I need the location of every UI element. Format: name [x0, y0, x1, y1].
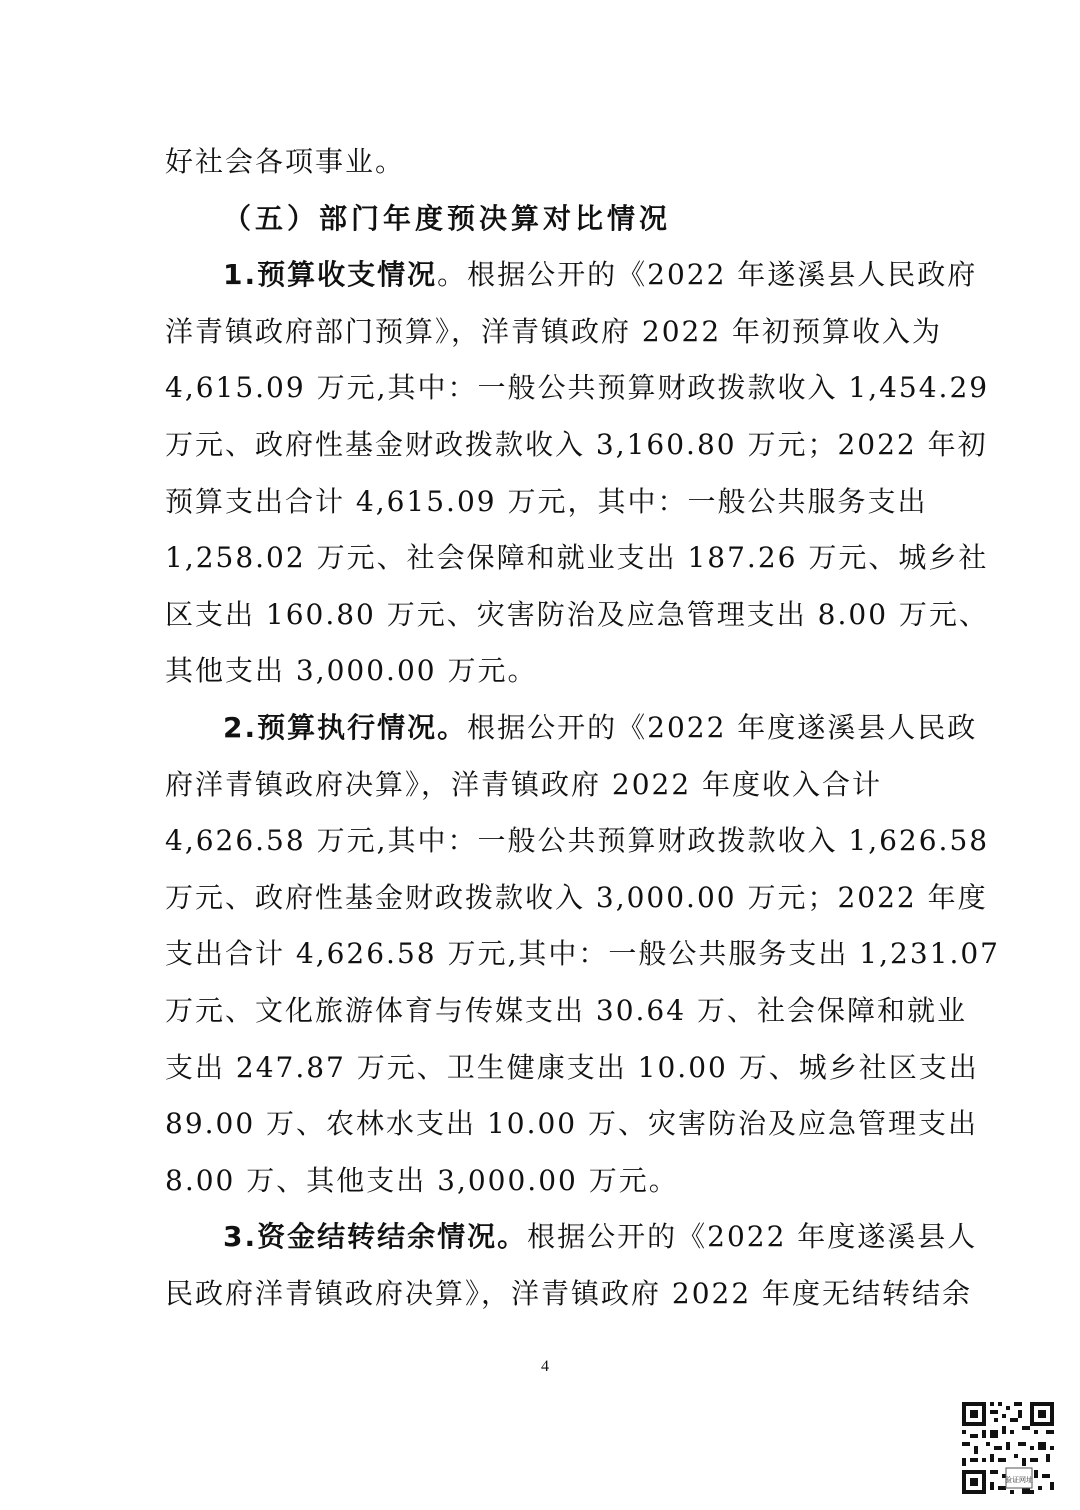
- page-number: 4: [541, 1358, 549, 1375]
- qr-code-icon[interactable]: [960, 1400, 1056, 1496]
- text-line: 支出 247.87 万元、卫生健康支出 10.00 万、城乡社区支出: [165, 1050, 979, 1084]
- text-line: 万元、政府性基金财政拨款收入 3,160.80 万元；2022 年初: [165, 427, 988, 461]
- paragraph-1-line: [165, 253, 978, 310]
- text-line: 其他支出 3,000.00 万元。: [165, 654, 538, 688]
- text-line: 府洋青镇政府决算》，洋青镇政府 2022 年度收入合计: [165, 767, 883, 801]
- text-line: 8.00 万、其他支出 3,000.00 万元。: [165, 1163, 679, 1197]
- text-line: 万元、文化旅游体育与传媒支出 30.64 万、社会保障和就业: [165, 993, 967, 1027]
- paragraph-1-title: 1.预算收支情况: [223, 258, 438, 292]
- text-line: 支出合计 4,626.58 万元,其中：一般公共服务支出 1,231.07: [165, 937, 1000, 971]
- section-heading: （五）部门年度预决算对比情况: [223, 201, 672, 235]
- paragraph-3-line: [165, 1215, 978, 1272]
- paragraph-1-text: 。根据公开的《2022 年遂溪县人民政府: [437, 258, 978, 292]
- paragraph-2-text: 根据公开的《2022 年度遂溪县人民政: [467, 710, 978, 744]
- text-line: 洋青镇政府部门预算》，洋青镇政府 2022 年初预算收入为: [165, 314, 943, 348]
- document-body: [165, 140, 1000, 1328]
- paragraph-3-text: 根据公开的《2022 年度遂溪县人: [527, 1220, 978, 1254]
- text-line: 万元、政府性基金财政拨款收入 3,000.00 万元；2022 年度: [165, 880, 988, 914]
- text-line: 预算支出合计 4,615.09 万元，其中：一般公共服务支出: [165, 484, 928, 518]
- text-line: 1,258.02 万元、社会保障和就业支出 187.26 万元、城乡社: [165, 541, 989, 575]
- paragraph-2-line: [165, 706, 978, 763]
- text-line: 区支出 160.80 万元、灾害防治及应急管理支出 8.00 万元、: [165, 597, 989, 631]
- text-line: 民政府洋青镇政府决算》，洋青镇政府 2022 年度无结转结余: [165, 1276, 973, 1310]
- text-line: 89.00 万、农林水支出 10.00 万、灾害防治及应急管理支出: [165, 1107, 979, 1141]
- text-line: 好社会各项事业。: [165, 145, 406, 178]
- paragraph-3-title: 3.资金结转结余情况。: [223, 1220, 528, 1254]
- text-line: 4,626.58 万元,其中：一般公共预算财政拨款收入 1,626.58: [165, 824, 990, 858]
- text-line: 4,615.09 万元,其中：一般公共预算财政拨款收入 1,454.29: [165, 371, 990, 405]
- paragraph-2-title: 2.预算执行情况。: [223, 710, 468, 744]
- qr-stamp-text: 验证网址: [1005, 1476, 1033, 1484]
